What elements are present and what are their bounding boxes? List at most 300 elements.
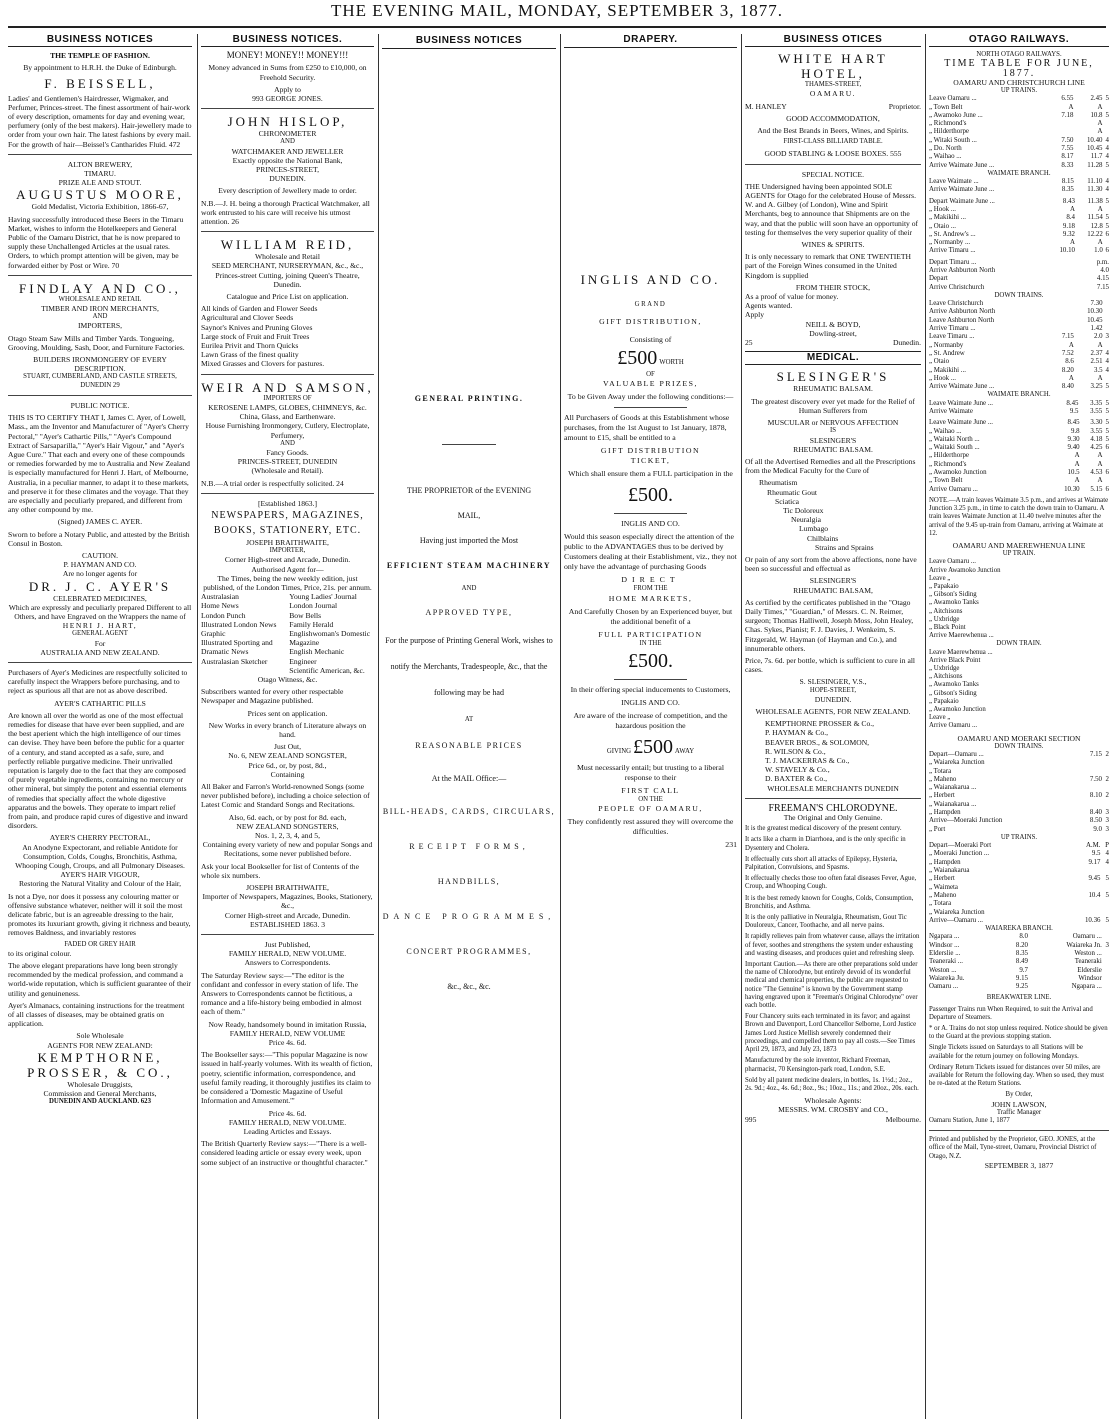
time-cell: 5	[1105, 435, 1109, 443]
time-cell	[1051, 128, 1074, 136]
timetable-row	[929, 917, 1109, 925]
time-cell: 10.10	[1059, 247, 1075, 255]
station-cell: „ Waimeta	[929, 883, 958, 891]
time-cell	[1103, 206, 1109, 214]
vigour-sub: Restoring the Natural Vitality and Colour of the Hair,	[18, 879, 182, 889]
agent-item: D. BAXTER & Co.,	[765, 774, 828, 784]
in-the: IN THE	[639, 639, 662, 647]
down-train-2: DOWN TRAIN.	[996, 640, 1042, 648]
timetable-row	[929, 436, 1109, 444]
findlay-timber: TIMBER AND IRON MERCHANTS,	[41, 304, 159, 314]
faded-2: to its original colour.	[8, 948, 72, 958]
stabling: GOOD STABLING & LOOSE BOXES. 555	[764, 149, 902, 159]
time-cell: Windsor	[1078, 974, 1102, 982]
alton-prize: PRIZE ALE AND STOUT.	[58, 178, 142, 188]
freeman-para: Important Caution.—As there are other preparations sold under the name of Chlorodyne, but entirely devoid of its wonderful medical and chemical properties, the public are requested to notice "The Genuine" is known by the Government stamp having engraved upon it "Freeman's Original Chlorodyne" over each bottle.	[745, 961, 918, 1010]
merchants-dunedin: WHOLESALE MERCHANTS DUNEDIN	[767, 783, 899, 793]
station-item: Arrive Maerewhenua ...	[929, 632, 994, 640]
ad-number: 231	[725, 840, 737, 850]
importer: IMPORTER,	[269, 547, 306, 555]
time-cell: 4	[1105, 136, 1109, 144]
divider	[8, 275, 192, 276]
station-cell: „ Witaki South ...	[929, 136, 977, 144]
money-jones: 993 GEORGE JONES.	[252, 94, 323, 104]
reid-items	[201, 304, 374, 368]
corner-2: Corner High-street and Arcade, Dunedin.	[224, 910, 351, 920]
column-divider	[197, 34, 198, 1419]
pectoral-body: An Anodyne Expectorant, and reliable Antidote for Consumption, Colds, Coughs, Bronchitis, Asthma, Whooping Cough, Croups, and all Pulmonary Diseases.	[15, 842, 185, 871]
weir-princes: PRINCES-STREET, DUNEDIN	[237, 457, 338, 467]
divider	[614, 513, 687, 514]
station-cell: „ Moeraki Junction ...	[929, 850, 990, 858]
station-cell: Depart Waimate June ...	[929, 197, 995, 205]
crosby: MESSRS. WM. CROSBY and CO.,	[778, 1105, 888, 1115]
weir-and: AND	[280, 439, 295, 447]
maerewhenua-title: OAMARU AND MAEREWHENUA LINE	[952, 540, 1086, 550]
beissel-name: F. BEISSELL,	[44, 75, 156, 91]
slesinger-balsam: RHEUMATIC BALSAM.	[793, 384, 873, 394]
paper-item: Australasian Sketcher	[201, 656, 268, 666]
paper-item: Australasian	[201, 592, 239, 602]
hislop-and: AND	[280, 138, 295, 146]
station-item: „ Papakaio	[929, 697, 959, 705]
time-cell: 11.10	[1087, 178, 1103, 186]
money-body: Money advanced in Sums from £250 to £10,000, on Freehold Security.	[208, 63, 367, 82]
time-cell	[1102, 477, 1109, 485]
column-1	[8, 34, 192, 1419]
column-2	[201, 34, 374, 1419]
timetable-moeraki-down	[929, 751, 1109, 834]
sole: Sole Wholesale	[76, 1031, 124, 1041]
divider	[745, 798, 921, 799]
station-cell: Arrive Ashburton North	[929, 267, 996, 275]
worth: WORTH	[659, 359, 684, 367]
time-cell: 8.35	[1015, 949, 1028, 957]
muscular: MUSCULAR or NERVOUS AFFECTION	[767, 418, 899, 428]
price: Price, 7s. 6d. per bottle, which is sufficient to cure in all cases.	[745, 655, 916, 675]
column-4	[564, 34, 737, 1419]
station-item: „ Awamoko Tanks	[929, 599, 979, 607]
timetable-row	[929, 817, 1109, 825]
time-cell: 5	[1105, 197, 1109, 205]
masthead: THE EVENING MAIL, MONDAY, SEPTEMBER 3, 1877.	[330, 1, 783, 20]
time-cell	[1102, 768, 1109, 776]
station-cell: „ Totara	[929, 900, 952, 908]
time-cell	[1102, 950, 1109, 958]
authorised: Authorised Agent for—	[251, 564, 324, 574]
time-cell: 2	[1105, 775, 1109, 783]
time-cell: 5	[1105, 214, 1109, 222]
family-herald-3-sub: Leading Articles and Essays.	[243, 1126, 332, 1136]
time-cell	[1101, 884, 1110, 892]
station-cell: Depart	[929, 275, 948, 283]
timetable-row	[929, 428, 1109, 436]
timetable-row	[929, 214, 1109, 222]
time-cell: Weston ...	[1074, 949, 1102, 957]
time-cell: Elderslie	[1077, 966, 1102, 974]
timetable-row	[929, 137, 1109, 145]
songster-nos: Nos. 1, 2, 3, 4, and 5,	[255, 831, 320, 841]
timetable-row	[929, 859, 1109, 867]
time-cell: 8.45	[1066, 399, 1079, 407]
timetable-row	[929, 186, 1109, 194]
slesinger-vs: S. SLESINGER, V.S.,	[799, 677, 867, 687]
note: NOTE.—A train leaves Waimate 3.5 p.m., and arrives at Waimate Junction 3.25 p.m., in time to catch the down train to Oamaru. A train leaves Waimate Junction at 11.40 twelve minutes after the arrival of the 9.45 up-train from Oamaru, arriving at Waimate at 12.	[929, 496, 1109, 537]
fashion-title: THE TEMPLE OF FASHION.	[50, 51, 150, 61]
up-train-2: UP TRAIN.	[1002, 550, 1036, 558]
maerewhenua-down-list	[929, 649, 1109, 731]
mail-office: At the MAIL Office:—	[431, 774, 507, 784]
paper-item: Family Herald	[289, 619, 334, 629]
time-cell: 6	[1105, 230, 1109, 238]
timetable-row	[929, 400, 1109, 408]
time-cell: 10.45	[1086, 145, 1103, 152]
time-cell: A	[1097, 341, 1103, 349]
station-cell: „ Awamoko Junction	[929, 469, 987, 476]
column-3	[382, 34, 556, 1419]
full-participation: FULL PARTICIPATION	[598, 629, 703, 639]
songster-price: Price 6d., or, by post, 8d.,	[248, 760, 327, 770]
time-cell: 7.55	[1061, 145, 1074, 152]
paper-item: Bow Bells	[289, 610, 322, 620]
moore-body: Having successfully introduced these Beers in the Timaru Market, wishes to inform the Hotelkeepers and General Public of the Oamaru District, that he is now prepared to supply these Unchallenged Articles at the usual rates. Orders, to which prompt attention will be given, may be forwarded either by Post or Wire. 70	[8, 214, 184, 270]
hislop-dunedin: DUNEDIN.	[269, 174, 306, 184]
time-cell	[1101, 900, 1110, 908]
down-trains-3: DOWN TRAINS.	[994, 742, 1044, 750]
family-herald-1-body: The Saturday Review says:—"The editor is the confidant and confessor in every station of life. The Answers to Correspondents cannot be fictitious, a romance and a life-history being embodied in almost each of them."	[201, 970, 362, 1017]
station-cell: „ Do. North	[929, 145, 962, 152]
gift-distribution: GIFT DISTRIBUTION,	[599, 317, 702, 327]
away: AWAY	[674, 747, 695, 755]
timetable-row	[929, 408, 1109, 416]
time-cell: 10.4	[1088, 891, 1101, 899]
ailment: Rheumatism	[759, 478, 798, 488]
timetable-row	[929, 223, 1109, 231]
purpose: For the purpose of Printing General Work, wishes to notify the Merchants, Tradespeople, &c., that the following may be had	[385, 636, 553, 698]
hart-name: HENRI J. HART,	[62, 621, 138, 631]
timetable-row	[929, 198, 1109, 206]
station-cell: Arrive—Oamaru ...	[929, 916, 983, 924]
time-cell: A	[1069, 205, 1075, 213]
station-cell: „ Makikihi ...	[929, 214, 966, 222]
agent-item: KEMPTHORNE PROSSER & Co.,	[765, 719, 875, 729]
timetable-row	[929, 884, 1109, 892]
ensure: Which shall ensure them a FULL participation in the	[568, 469, 733, 479]
timetable-row	[929, 162, 1109, 170]
agents-wanted: Agents wanted.	[745, 301, 793, 311]
column-divider	[378, 34, 379, 1419]
findlay-importers: IMPORTERS,	[77, 321, 123, 331]
time-cell: 7.18	[1061, 111, 1074, 119]
timetable-row	[929, 153, 1109, 161]
time-cell	[1052, 300, 1074, 308]
time-cell: 5	[1105, 427, 1109, 435]
timetable-row	[929, 128, 1109, 136]
vigour-title: AYER'S HAIR VIGOUR,	[60, 870, 140, 880]
time-cell	[1101, 909, 1110, 917]
time-cell: 2.0	[1093, 333, 1103, 341]
station-cell: „ Normanby ...	[929, 239, 971, 247]
weir-sub: IMPORTERS OF	[263, 394, 312, 402]
time-cell: 6	[1105, 469, 1109, 476]
station-item: „ Awamoko Junction	[929, 705, 986, 713]
reid-item: Mixed Grasses and Clovers for pastures.	[201, 359, 325, 369]
inglis-name: INGLIS AND CO.	[580, 272, 721, 287]
station-cell: Arrive Waimate June ...	[929, 383, 995, 391]
must: Must necessarily entail; but trusting to a liberal response to their	[576, 762, 725, 782]
station-cell: Arrive Timaru ...	[929, 325, 976, 333]
station-cell: Waiareka Ju.	[929, 974, 965, 982]
paper-item: Graphic	[201, 628, 226, 638]
hanley: M. HANLEY	[745, 101, 787, 111]
time-cell: 10.30	[1087, 308, 1103, 316]
time-cell: A	[1097, 128, 1103, 136]
divider	[929, 1130, 1109, 1131]
time-cell	[1102, 967, 1109, 975]
time-cell: 4	[1105, 366, 1109, 374]
station-cell: „ St. Andrew	[929, 349, 965, 357]
column-header: BUSINESS NOTICES	[382, 34, 556, 49]
amount-1-row	[564, 345, 737, 371]
songster: No. 6, NEW ZEALAND SONGSTER,	[228, 751, 347, 761]
column-5	[745, 34, 921, 1419]
station-item: „ Uxbridge	[929, 664, 960, 672]
time-cell	[1102, 933, 1109, 941]
nz-songsters: NEW ZEALAND SONGSTERS,	[236, 821, 339, 831]
freeman-para: It effectually checks those too often fatal diseases Fever, Ague, Croup, and Whooping Cough.	[745, 875, 917, 891]
hislop-opp: Exactly opposite the National Bank,	[232, 155, 343, 165]
weir-name: WEIR AND SAMSON,	[201, 379, 374, 395]
time-cell: 4	[1105, 358, 1109, 366]
timetable-row	[929, 452, 1109, 460]
column-divider	[925, 34, 926, 1419]
column-header: BUSINESS NOTICES	[8, 34, 192, 47]
station-cell: Arrive Oamaru ...	[929, 485, 978, 493]
purchasers: Purchasers of Ayer's Medicines are respectfully solicited to carefully inspect the Wrappers before purchasing, and to reject as spurious all that are not as above described.	[8, 667, 188, 696]
station-cell: „ Waiareka Junction	[929, 908, 985, 916]
station-item: „ Papakaio	[929, 582, 959, 590]
timetable-row	[929, 768, 1109, 776]
time-cell	[1052, 317, 1074, 325]
dance-programmes: DANCE PROGRAMMES,	[382, 912, 556, 922]
station-cell: Weston ...	[929, 966, 957, 974]
time-cell: A	[1074, 460, 1080, 468]
time-cell: 9.32	[1062, 230, 1075, 238]
station-cell: Elderslie ...	[929, 949, 961, 957]
times: The Times, being the new weekly edition, just published, of the London Times, Price, 21s. per annum.	[203, 573, 372, 592]
time-cell: 4.15	[1096, 275, 1109, 283]
proprietor: THE PROPRIETOR of the EVENING	[406, 486, 532, 495]
paper-item: Engineer	[289, 656, 317, 666]
dowling: Dowling-street,	[809, 328, 857, 338]
timetable-row	[929, 850, 1109, 858]
by-order: By Order,	[1005, 1091, 1033, 1099]
moore-name: AUGUSTUS MOORE,	[16, 187, 184, 203]
time-cell	[1052, 308, 1074, 316]
confident: They confidently rest assured they will overcome the difficulties.	[567, 817, 734, 837]
good-accommodation: GOOD ACCOMMODATION,	[786, 113, 880, 123]
time-cell: 8.33	[1061, 161, 1074, 169]
timetable-row	[929, 247, 1109, 255]
time-cell: A	[1097, 452, 1103, 460]
paper-item: London Punch	[201, 610, 246, 620]
station-cell: Leave Waimate ...	[929, 178, 979, 186]
aware: Are aware of the increase of competition, and the hazardous position the	[573, 710, 728, 730]
waimate-branch-1: WAIMATE BRANCH.	[987, 169, 1051, 177]
timetable-row	[929, 842, 1109, 850]
time-cell: 5	[1105, 891, 1109, 899]
time-cell: 3	[1105, 941, 1109, 949]
time-cell: Ngapara ...	[1071, 983, 1102, 991]
station-cell: „ Maheno	[929, 891, 957, 899]
station-cell: „ Hampden	[929, 858, 961, 866]
efficient-machinery: EFFICIENT STEAM MACHINERY	[386, 561, 552, 570]
freeman-para: It is the best remedy known for Coughs, Colds, Consumption, Bronchitis, and Asthma.	[745, 894, 914, 910]
inglis-3: INGLIS AND CO.	[621, 697, 680, 707]
elegant: The above elegant preparations have long been strongly recommended by the medical profession, and command a world-wide reputation, which is sufficient guarantee of their utility and genuineness.	[8, 961, 191, 998]
timetable-row	[929, 776, 1109, 784]
station-cell: Leave Waimate June ...	[929, 419, 993, 427]
station-item: „ Uxbridge	[929, 615, 960, 623]
time-cell: Waiareka Jn.	[1066, 941, 1102, 949]
time-cell: 10.40	[1086, 136, 1103, 144]
timetable-down	[929, 300, 1109, 391]
reid-item: Large stock of Fruit and Fruit Trees	[201, 331, 310, 341]
time-cell: 3	[1105, 809, 1109, 817]
station-cell: Arrive Waimate	[929, 407, 973, 415]
time-cell: 2.37	[1090, 349, 1103, 357]
timetable-row	[929, 206, 1109, 214]
neill-footer	[745, 338, 921, 347]
time-cell	[1103, 120, 1110, 128]
time-cell	[1052, 325, 1074, 333]
time-cell: A	[1097, 374, 1103, 382]
station-cell: „ Richmond's	[929, 120, 967, 128]
station-item: Leave Oamaru ...	[929, 558, 976, 566]
wholesale-agents: WHOLESALE AGENTS, FOR NEW ZEALAND.	[755, 706, 911, 716]
ayer-sub: CELEBRATED MEDICINES,	[53, 593, 147, 603]
station-cell: „ Waihao ...	[929, 427, 962, 435]
paper-item: Home News	[201, 601, 239, 611]
dunedin-2: DUNEDIN.	[814, 694, 852, 704]
time-cell: 8.6	[1065, 358, 1074, 366]
having-imported: Having just imported the Most	[419, 536, 519, 545]
greatest: The greatest discovery ever yet made for the Relief of Human Sufferers from	[751, 396, 915, 415]
brands: And the Best Brands in Beers, Wines, and Spirits.	[757, 126, 909, 136]
time-cell: 2	[1105, 750, 1109, 758]
sworn: Sworn to before a Notary Public, and attested by the British Consul in Boston.	[8, 529, 190, 548]
timetable-row	[929, 325, 1109, 333]
timetable-row	[929, 375, 1109, 383]
pills-body: Are known all over the world as one of the most effectual remedies for disease that have ever been supplied, and are the best aperient which the high intelligence of our times can devise. They have been before the public for a quarter of a century, and stand accepted as a safe, sure, and perfectly reliable purgative medicine. Their unrivalled reputation is largely due to the fact that they are composed of purely vegetable ingredients, containing no mercury or other mineral, but simply the potent and essential elements of remedies that specially affect the whole digestive apparatus and the bowels. They operate to impart relief from pain, and produce rapid cures of digestive and inward disorders.	[8, 710, 188, 831]
time-cell	[1102, 975, 1109, 983]
ailment: Tic Doloreux	[783, 505, 824, 515]
special-body: THE Undersigned having been appointed SOLE AGENTS for Otago for the celebrated House of Messrs. W. and A. Gilbey (of London), Wine and Spirit Merchants, beg to announce that Shipments are on the way, and that the public will soon have an opportunity of testing for themselves the very superior quality of their	[745, 181, 919, 237]
time-cell	[1103, 325, 1109, 333]
station-cell: „ Hampden	[929, 809, 961, 817]
ailment: Rheumatic Gout	[767, 487, 817, 497]
time-cell: 11.7	[1090, 153, 1103, 161]
timetable-row	[929, 967, 1109, 975]
paper-item: Young Ladies' Journal	[289, 592, 357, 602]
prices: Prices sent on application.	[247, 708, 328, 718]
hislop-name: JOHN HISLOP,	[227, 114, 348, 130]
station-cell: Leave Timaru ...	[929, 333, 975, 341]
time-cell: 7.15	[1089, 750, 1102, 758]
amount-4-row	[564, 734, 737, 760]
weir-fancy: Fancy Goods.	[266, 447, 309, 457]
time-cell: Oamaru ...	[1072, 933, 1102, 941]
proof: As a proof of value for money.	[745, 292, 839, 302]
reid-name: WILLIAM REID,	[220, 237, 355, 253]
divider	[201, 108, 374, 109]
time-cell: A	[1068, 341, 1074, 349]
and: AND	[461, 585, 477, 592]
bill-heads: BILL-HEADS, CARDS, CIRCULARS,	[382, 807, 556, 817]
time-cell: 5	[1105, 95, 1109, 103]
reasonable-prices: REASONABLE PRICES	[415, 741, 523, 751]
time-cell: A	[1074, 477, 1080, 485]
findlay-body: Otago Steam Saw Mills and Timber Yards. Tongueing, Grooving, Moulding, Sash, Door, and Furniture Factories.	[8, 333, 185, 352]
findlay-ironmongery: BUILDERS IRONMONGERY OF EVERY DESCRIPTION.	[33, 355, 167, 374]
time-cell: 8.20	[1015, 941, 1028, 949]
family-herald-3: FAMILY HERALD, NEW VOLUME.	[228, 1117, 347, 1127]
timetable-row	[929, 444, 1109, 452]
first-call: FIRST CALL	[621, 785, 680, 795]
time-cell: 4	[1105, 145, 1109, 152]
station-cell: „ Waianakarua ...	[929, 784, 977, 792]
station-cell: „ Richmond's	[929, 460, 967, 468]
station-cell: Arrive—Moeraki Junction	[929, 817, 1003, 825]
time-cell: 3.25	[1090, 383, 1103, 391]
timetable-row	[929, 259, 1109, 267]
timetable-row	[929, 892, 1109, 900]
time-cell: 3.55	[1090, 427, 1103, 435]
hotel-name: WHITE HART HOTEL,	[778, 51, 888, 82]
up-trains-3: UP TRAINS.	[1000, 833, 1038, 841]
north-otago: NORTH OTAGO RAILWAYS.	[976, 51, 1062, 59]
billiard: FIRST-CLASS BILLIARD TABLE.	[783, 138, 883, 146]
neill-boyd: NEILL & BOYD,	[805, 319, 861, 329]
station-cell: „ Otaio ...	[929, 222, 956, 230]
time-cell: 12.8	[1090, 222, 1103, 230]
station-cell: Leave Ashburton North	[929, 316, 995, 324]
timetable-row	[929, 958, 1109, 966]
timetable-up	[929, 95, 1109, 170]
hope-street: HOPE-STREET,	[809, 686, 857, 694]
time-cell: 9.25	[1015, 983, 1028, 991]
time-cell	[1103, 342, 1109, 350]
waimate-branch-2: WAIMATE BRANCH.	[987, 391, 1051, 399]
reid-item: Saynor's Knives and Pruning Gloves	[201, 322, 313, 332]
divider	[201, 493, 374, 494]
paper-item: Illustrated Sporting and Dramatic News	[201, 638, 273, 657]
concert-programmes: CONCERT PROGRAMMES,	[406, 947, 532, 957]
public-notice-body: THIS IS TO CERTIFY THAT I, James C. Ayer, of Lowell, Mass., am the Inventor and Manufacturer of "Ayer's Cherry Pectoral," "Ayer's Cathartic Pills," "Ayer's Compound Extract of Sarsaparilla," "Ayer's Hair Vigour," and "Ayer's Ague Cure." That each and every one of these compounds or remedies forwarded by me to Australia and New Zealand is especially manufactured for Henri J. Hart, of Melbourne, Australia, in a peculiar manner, to adapt it to these markets, and preserve it for these climates and the voyage. That they are especially and peculiarly prepared, and different from any other compound by me.	[8, 413, 190, 515]
station-cell: „ Waitaki South ...	[929, 444, 980, 452]
freeman-para: Manufactured by the sole inventor, Richard Freeman, pharmacist, 70 Kensington-park road, London, S.E.	[745, 1057, 891, 1073]
balsam-3: RHEUMATIC BALSAM,	[793, 585, 873, 595]
ask: Ask your local Bookseller for list of Contents of the whole six numbers.	[201, 861, 359, 880]
timetable-row	[929, 333, 1109, 341]
paper-item: English Mechanic	[289, 647, 345, 657]
time-cell	[1078, 801, 1102, 809]
time-cell: 4	[1105, 186, 1109, 194]
timetable-row	[929, 826, 1109, 834]
time-cell: 3	[1105, 333, 1109, 341]
time-cell: 8.40	[1061, 383, 1074, 391]
column-divider	[741, 34, 742, 1419]
